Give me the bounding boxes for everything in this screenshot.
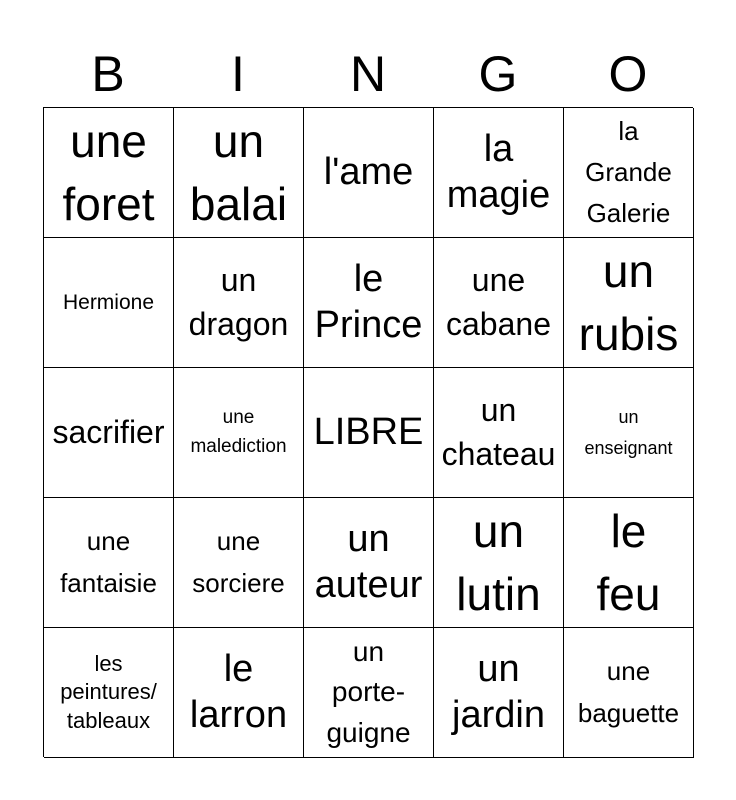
bingo-cell[interactable]: [564, 498, 694, 628]
cell-text: un jardin: [452, 647, 545, 736]
cell-text: la Grande Galerie: [585, 115, 672, 229]
cell-text: les peintures/ tableaux: [60, 650, 157, 733]
bingo-cell[interactable]: [174, 498, 304, 628]
bingo-cell[interactable]: [44, 238, 174, 368]
cell-text: une baguette: [577, 656, 680, 728]
header-letter-g: G: [478, 46, 518, 102]
bingo-cell[interactable]: [44, 498, 174, 628]
cell-text: le feu: [596, 505, 661, 620]
cell-text: une malediction: [190, 407, 287, 457]
cell-text: un dragon: [188, 262, 289, 342]
bingo-cell[interactable]: [174, 238, 304, 368]
bingo-cell[interactable]: [44, 368, 174, 498]
bingo-cell[interactable]: [434, 368, 564, 498]
header-letter-n: N: [349, 46, 387, 102]
bingo-cell free-space[interactable]: [304, 368, 434, 498]
bingo-cell[interactable]: [44, 628, 174, 758]
cell-text: un auteur: [314, 517, 423, 606]
cell-text: un rubis: [578, 245, 679, 360]
bingo-cell[interactable]: [434, 238, 564, 368]
cell-text: sacrifier: [52, 413, 165, 450]
bingo-cell[interactable]: [174, 368, 304, 498]
cell-text: une cabane: [446, 262, 551, 342]
header-letter-i: I: [231, 46, 245, 102]
cell-text: Hermione: [62, 290, 155, 314]
bingo-cell[interactable]: [564, 368, 694, 498]
cell-text: un chateau: [441, 392, 556, 472]
cell-text: un porte- guigne: [326, 635, 411, 748]
cell-text: un enseignant: [584, 406, 673, 458]
bingo-grid: [43, 107, 693, 757]
bingo-cell[interactable]: [174, 108, 304, 238]
cell-text: une sorciere: [192, 526, 285, 598]
cell-text: LIBRE: [313, 410, 424, 453]
bingo-cell[interactable]: [174, 628, 304, 758]
cell-text: un balai: [189, 115, 288, 230]
bingo-cell[interactable]: [434, 628, 564, 758]
bingo-cell[interactable]: [304, 628, 434, 758]
bingo-cell[interactable]: [434, 498, 564, 628]
cell-text: l'ame: [323, 150, 414, 193]
cell-text: une fantaisie: [60, 526, 157, 598]
bingo-cell[interactable]: [564, 238, 694, 368]
cell-text: le Prince: [314, 257, 423, 346]
cell-text: une foret: [62, 115, 155, 230]
cell-text: le larron: [189, 647, 288, 736]
header-letter-o: O: [608, 46, 648, 102]
bingo-cell[interactable]: [564, 108, 694, 238]
bingo-cell[interactable]: [304, 498, 434, 628]
bingo-cell[interactable]: [564, 628, 694, 758]
bingo-cell[interactable]: [44, 108, 174, 238]
bingo-cell[interactable]: [434, 108, 564, 238]
bingo-header: [43, 40, 693, 108]
header-letter-b: B: [91, 46, 125, 102]
cell-text: la magie: [446, 127, 551, 216]
cell-text: un lutin: [456, 505, 541, 620]
bingo-cell[interactable]: [304, 108, 434, 238]
bingo-cell[interactable]: [304, 238, 434, 368]
